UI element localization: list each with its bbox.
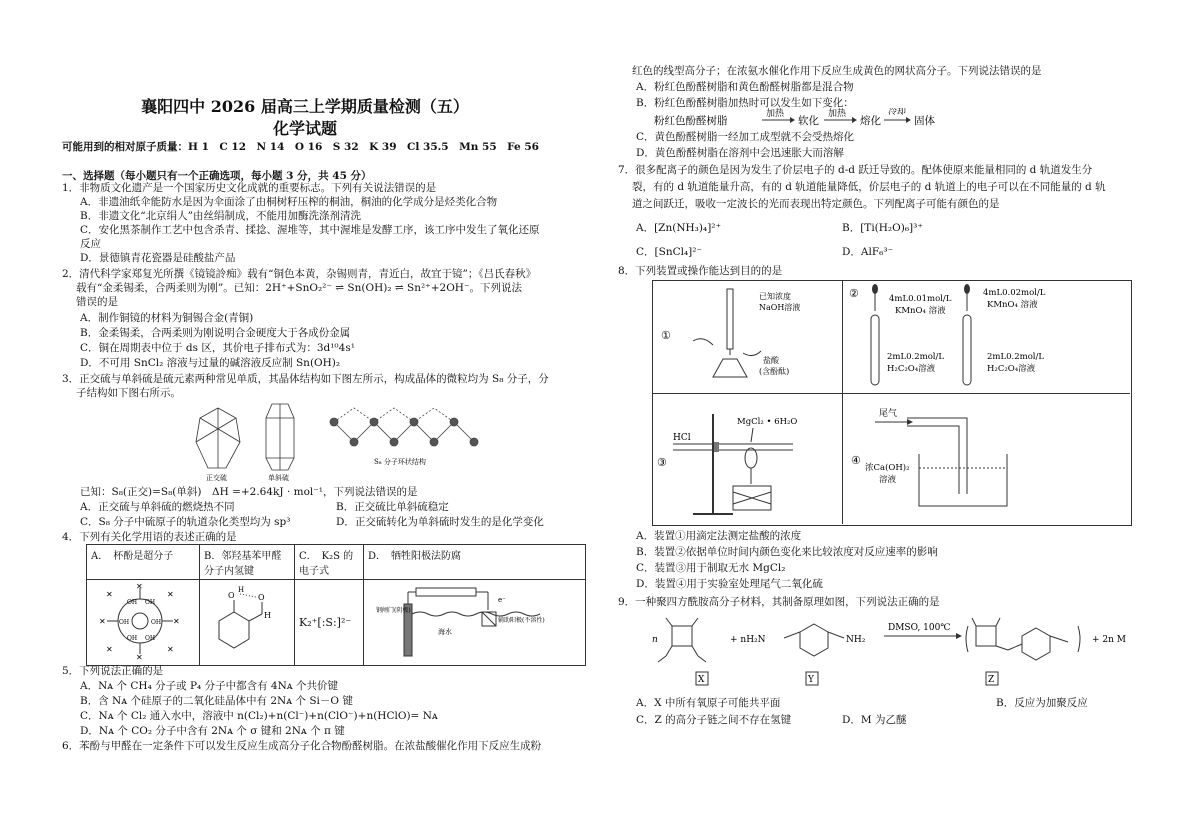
q6-option-c: C．黄色酚醛树脂一经加工成型就不会受热熔化 xyxy=(636,131,855,143)
label-electron: e⁻ xyxy=(498,596,506,604)
q5-option-d: D．Nᴀ 个 CO₂ 分子中含有 2Nᴀ 个 σ 键和 2Nᴀ 个 π 键 xyxy=(80,725,345,737)
q1-stem: 1．非物质文化遗产是一个国家历史文化成就的重要标志。下列有关说法错误的是 xyxy=(62,182,437,194)
q8-panel-3-dehydration xyxy=(653,394,841,523)
flow-melt: 熔化 xyxy=(860,115,881,127)
q3-option-d: D．正交硫转化为单斜硫时发生的是化学变化 xyxy=(336,516,544,528)
svg-text:OH: OH xyxy=(145,635,156,642)
q3-given: 已知：S₈(正交)=S₈(单斜) ΔH =+2.64kJ · mol⁻¹，下列说法错误的是 xyxy=(80,486,418,498)
q1-option-c: C．安化黑茶制作工艺中包含杀青、揉捻、渥堆等，其中渥堆是发酵工序，该工序中发生了氧化还原 xyxy=(80,224,540,236)
panel-3-label-mgcl2: MgCl₂ • 6H₂O xyxy=(737,417,798,427)
q7-option-d: D．AlF₆³⁻ xyxy=(842,246,894,258)
q4-salicylaldehyde-figure xyxy=(200,580,295,666)
q4-cell-d: D． 牺牲阳极法防腐 xyxy=(364,545,586,580)
molecule-x xyxy=(658,618,706,662)
q2-option-b: B．金柔锡柔，合两柔则为刚说明合金硬度大于各成份金属 xyxy=(80,327,351,339)
q3-stem-2: 子结构如下图右所示。 xyxy=(76,387,181,399)
scheme-label-y: Y xyxy=(808,675,814,685)
flow-start: 粉红色酚醛树脂 xyxy=(654,115,728,127)
svg-text:OH: OH xyxy=(151,619,162,626)
panel-2-left-h2c2o4: H₂C₂O₄溶液 xyxy=(887,364,936,374)
label-auxiliary-anode: 辅助阳极(不溶性) xyxy=(498,617,545,624)
scheme-label-x: X xyxy=(698,675,705,685)
q6-stem-1: 6．苯酚与甲醛在一定条件下可以发生反应生成高分子化合物酚醛树脂。在浓盐酸催化作用下反应生成粉 xyxy=(62,740,542,752)
svg-text:O: O xyxy=(258,593,265,602)
svg-text:✕: ✕ xyxy=(167,590,174,599)
flow-cool: 冷却 xyxy=(888,108,907,117)
panel-2-right-h2c2o4: H₂C₂O₄溶液 xyxy=(987,364,1036,374)
q4-calixarene-figure xyxy=(87,580,200,666)
monoclinic-sulfur-crystal xyxy=(266,404,294,470)
q6-option-b: B．粉红色酚醛树脂加热时可以发生如下变化： xyxy=(636,97,854,109)
panel-1-label-hcl: 盐酸 xyxy=(763,356,779,365)
panel-2-right-h2c2o4-conc: 2mL0.2mol/L xyxy=(987,352,1045,362)
q7-stem-3: 道之间跃迁，吸收一定波长的光而表现出特定颜色。下列配离子可能有颜色的是 xyxy=(632,198,1000,210)
q7-stem-2: 裂，有的 d 轨道能量升高，有的 d 轨道能量降低，价层电子的 d 轨道上的电子可以在不同能量的 d 轨 xyxy=(632,181,1106,193)
q6-flow-diagram xyxy=(650,108,950,130)
q4-table xyxy=(86,544,586,666)
q1-option-a: A．非遗油纸伞能防水是因为伞面涂了由桐树籽压榨的桐油，桐油的化学成分是烃类化合物 xyxy=(80,196,498,208)
q4-cathodic-protection-figure xyxy=(364,580,586,666)
label-s8: S₈ 分子环状结构 xyxy=(374,458,426,466)
q9-option-b: B．反应为加聚反应 xyxy=(996,697,1088,709)
q3-option-a: A．正交硫与单斜硫的燃烧热不同 xyxy=(80,501,235,513)
q7-option-a: A．[Zn(NH₃)₄]²⁺ xyxy=(636,222,722,234)
q4-k2s-electron-formula: K₂⁺[:S:]²⁻ xyxy=(295,580,364,666)
scheme-plus-diamine: + nH₂N xyxy=(730,635,766,645)
panel-3-label-hcl: HCl xyxy=(673,433,691,443)
panel-1-label-naoh: NaOH溶液 xyxy=(759,303,801,312)
panel-2-number: ② xyxy=(849,287,859,300)
q1-option-d: D．景德镇青花瓷器是硅酸盐产品 xyxy=(80,252,236,264)
svg-text:O: O xyxy=(228,591,235,600)
atomic-masses: 可能用到的相对原子质量：H 1 C 12 N 14 O 16 S 32 K 39 Cl 35.5 Mn 55 Fe 56 xyxy=(62,141,539,153)
svg-text:✕: ✕ xyxy=(167,645,174,654)
q8-option-d: D．装置④用于实验室处理尾气二氧化硫 xyxy=(636,578,823,590)
q5-option-a: A．Nᴀ 个 CH₄ 分子或 P₄ 分子中都含有 4Nᴀ 个共价键 xyxy=(80,680,339,692)
q8-panel-4-tail-gas xyxy=(843,394,1129,523)
panel-3-number: ③ xyxy=(657,456,667,469)
q5-stem: 5．下列说法正确的是 xyxy=(62,665,164,677)
svg-text:OH: OH xyxy=(145,599,156,606)
panel-1-label-known: 已知浓度 xyxy=(759,292,791,301)
svg-text:✕: ✕ xyxy=(136,582,143,591)
q8-option-b: B．装置②依据单位时间内颜色变化来比较浓度对反应速率的影响 xyxy=(636,546,938,558)
section-heading: 一、选择题（每小题只有一个正确选项，每小题 3 分，共 45 分） xyxy=(62,170,372,182)
q8-option-a: A．装置①用滴定法测定盐酸的浓度 xyxy=(636,530,802,542)
svg-text:✕: ✕ xyxy=(173,617,180,626)
s8-ring-structure xyxy=(330,408,478,446)
q7-option-b: B．[Ti(H₂O)₆]³⁺ xyxy=(842,222,923,234)
svg-text:H: H xyxy=(264,611,271,620)
q6-option-d: D．黄色酚醛树脂在溶剂中会迅速胀大而溶解 xyxy=(636,147,844,159)
scheme-n: n xyxy=(652,635,658,645)
svg-text:H: H xyxy=(238,586,245,594)
svg-text:✕: ✕ xyxy=(99,617,106,626)
svg-text:OH: OH xyxy=(127,635,138,642)
label-orthorhombic: 正交硫 xyxy=(206,474,227,482)
q4-cell-c: C． K₂S 的电子式 xyxy=(295,545,364,580)
scheme-conditions: DMSO, 100℃ xyxy=(888,623,951,633)
q2-option-c: C．铜在周期表中位于 ds 区，其价电子排布式为：3d¹⁰4s¹ xyxy=(80,342,355,354)
exam-title: 襄阳四中 2026 届高三上学期质量检测（五） xyxy=(141,97,469,116)
panel-2-left-kmno4: KMnO₄ 溶液 xyxy=(895,306,946,316)
flow-heat-1: 加热 xyxy=(766,109,785,119)
q9-option-d: D．M 为乙醚 xyxy=(842,714,907,726)
exam-subtitle: 化学试题 xyxy=(272,119,337,138)
panel-4-label-tail-gas: 尾气 xyxy=(879,409,898,419)
q8-option-c: C．装置③用于制取无水 MgCl₂ xyxy=(636,562,786,574)
flow-solid: 固体 xyxy=(914,115,935,127)
q9-stem: 9．一种聚四方酰胺高分子材料，其制备原理如图，下列说法正确的是 xyxy=(618,596,940,608)
orthorhombic-sulfur-crystal xyxy=(196,408,240,468)
svg-text:OH: OH xyxy=(119,619,130,626)
sulfur-structures-figure xyxy=(188,400,488,482)
q9-option-c: C．Z 的高分子链之间不存在氢键 xyxy=(636,714,792,726)
q8-panel-1-titration xyxy=(653,281,841,392)
q8-panel-2-kinetics xyxy=(843,281,1129,392)
label-steel-gate: 钢闸门(阴极) xyxy=(376,607,411,614)
q2-option-a: A．制作铜镜的材料为铜锡合金(青铜) xyxy=(80,312,254,324)
q9-option-a: A．X 中所有氧原子可能共平面 xyxy=(636,697,781,709)
q4-cell-a: A． 杯酚是超分子 xyxy=(87,545,200,580)
scheme-label-z: Z xyxy=(988,675,995,685)
q2-stem-2: 载有“金柔锡柔，合两柔则为刚”。已知：2H⁺+SnO₂²⁻ ⇌ Sn(OH)₂ ⇌ Sn²⁺+2OH⁻。下列说法 xyxy=(76,282,522,294)
q8-stem: 8．下列装置或操作能达到目的的是 xyxy=(618,265,783,277)
q6-stem-2: 红色的线型高分子；在浓氨水催化作用下反应生成黄色的网状高分子。下列说法错误的是 xyxy=(632,65,1042,77)
panel-4-number: ④ xyxy=(851,454,861,467)
q9-reaction-scheme xyxy=(640,610,1140,694)
q7-stem-1: 7．很多配离子的颜色是因为发生了价层电子的 d-d 跃迁导致的。配体使原来能量相同的 d 轨道发生分 xyxy=(618,164,1093,176)
q5-option-b: B．含 Nᴀ 个硅原子的二氧化硅晶体中有 2Nᴀ 个 Si－O 键 xyxy=(80,695,353,707)
q5-option-c: C．Nᴀ 个 Cl₂ 通入水中，溶液中 n(Cl₂)+n(Cl⁻)+n(ClO⁻)+n(HClO)= Nᴀ xyxy=(80,710,438,722)
flow-soften: 软化 xyxy=(798,115,819,127)
q4-stem: 4．下列有关化学用语的表述正确的是 xyxy=(62,531,237,543)
q2-stem-3: 错误的是 xyxy=(76,296,118,308)
svg-text:OH: OH xyxy=(127,599,138,606)
q3-stem-1: 3．正交硫与单斜硫是硫元素两种常见单质，其晶体结构如下图左所示，构成晶体的微粒均为 S₈ 分子，分 xyxy=(62,373,549,385)
q3-option-c: C．S₈ 分子中硫原子的轨道杂化类型均为 sp³ xyxy=(80,516,291,528)
scheme-byproduct: + 2n M xyxy=(1092,635,1127,645)
panel-2-left-h2c2o4-conc: 2mL0.2mol/L xyxy=(887,352,945,362)
q2-option-d: D．不可用 SnCl₂ 溶液与过量的碱溶液反应制 Sn(OH)₂ xyxy=(80,357,341,369)
q1-option-b: B．非遗文化“北京绢人”由丝绢制成，不能用加酶洗涤剂清洗 xyxy=(80,210,361,222)
q1-option-c-cont: 反应 xyxy=(80,238,101,250)
panel-4-label-solution: 溶液 xyxy=(879,475,897,485)
q2-stem-1: 2．清代科学家郑复光所撰《镜镜詅痴》载有“铜色本黄，杂锡则青，青近白，故宜于镜”；《吕氏春秋》 xyxy=(62,268,537,280)
q3-option-b: B．正交硫比单斜硫稳定 xyxy=(336,501,449,513)
label-seawater: 海水 xyxy=(438,628,452,636)
panel-4-label-caoh2: 浓Ca(OH)₂ xyxy=(865,463,910,473)
panel-2-right-kmno4-conc: 4mL0.02mol/L xyxy=(983,288,1046,298)
panel-1-number: ① xyxy=(661,329,671,342)
q7-option-c: C．[SnCl₄]²⁻ xyxy=(636,246,703,258)
q6-option-a: A．粉红色酚醛树脂和黄色酚醛树脂都是混合物 xyxy=(636,81,854,93)
svg-text:✕: ✕ xyxy=(106,645,113,654)
scheme-nh2: NH₂ xyxy=(846,635,866,645)
molecule-y xyxy=(784,624,844,656)
panel-2-left-kmno4-conc: 4mL0.01mol/L xyxy=(889,294,952,304)
svg-text:✕: ✕ xyxy=(106,590,113,599)
svg-text:✕: ✕ xyxy=(136,653,143,660)
flow-heat-2: 加热 xyxy=(828,109,847,119)
panel-1-label-phenolphthalein: (含酚酞) xyxy=(759,367,790,376)
label-monoclinic: 单斜硫 xyxy=(268,474,289,482)
q4-cell-b: B．邻羟基苯甲醛分子内氢键 xyxy=(200,545,295,580)
molecule-z xyxy=(966,618,1080,660)
panel-2-right-kmno4: KMnO₄ 溶液 xyxy=(987,300,1038,310)
